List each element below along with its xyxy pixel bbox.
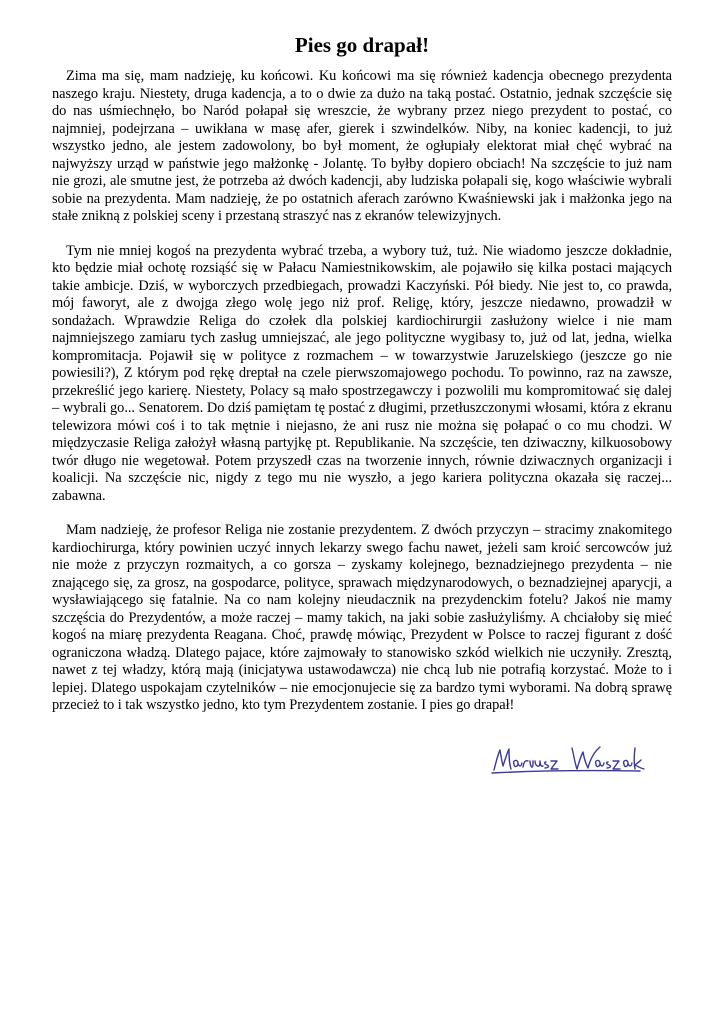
- document-page: [52, 30, 672, 732]
- page-title: Pies go drapał!: [294, 33, 430, 57]
- signature-drawing: [490, 740, 650, 780]
- paragraph-2: Tym nie mniej kogoś na prezydenta wybrać trzeba, a wybory tuż, tuż. Nie wiadomo jeszcze dokładnie, kto będzie miał ochotę rozsiąść się w Pałacu Namiestnikowskim, ale pojawiło się kilka postaci mających takie ambicje. Dziś, w wyborczych przedbiegach, prowadzi Kaczyński. Pół biedy. Nie jest to, co prawda, mój faworyt, ale z dwojga złego wolę jego niż prof. Religę, który, jeszcze niedawno, prowadził w sondażach. Wprawdzie Religa do czołek dla polskiej kardiochirurgii zasłużony wielce i nie mam najmniejszego zamiaru tych zasług umniejszać, ale jego polityczne wygibasy to, już od lat, jedna, wielka kompromitacja. Pojawił się w polityce z rozmachem – w towarzystwie Jaruzelskiego (jeszcze go nie powiesili?), Z którym pod rękę dreptał na czele pierwszomajowego pochodu. To powinno, raz na zawsze, przekreślić jego karierę. Niestety, Polacy są mało spostrzegawczy i pozwolili mu kompromitować się dalej – wybrali go... Senatorem. Do dziś pamiętam tę postać z długimi, przetłuszczonymi włosami, która z ekranu telewizora mówi coś i to tak mętnie i niejasno, że ani rusz nie można się połapać o co mu chodzi. W międzyczasie Religa założył własną partyjkę pt. Republikanie. Na szczęście, ten dziwaczny, kilkuosobowy twór długo nie wegetował. Potem przyszedł czas na tworzenie innych, równie dziwacznych organizacji i koalicji. Na szczęście nic, nigdy z tego mu nie wyszło, a jego kariera polityczna okazała się raczej... zabawna.: [52, 242, 672, 504]
- handwritten-signature: [490, 740, 650, 780]
- paragraph-1: Zima ma się, mam nadzieję, ku końcowi. Ku końcowi ma się również kadencja obecnego prezydenta naszego kraju. Niestety, druga kadencja, a to o dwie za dużo na taką postać. Ostatnio, jednak szczęście się do nas uśmiechnęło, bo Naród połapał się wreszcie, że wybrany przez niego prezydent to postać, co najmniej, podejrzana – uwikłana w masę afer, gierek i szwindelków. Niby, na koniec kadencji, to już wszystko jedno, ale jestem zadowolony, bo był moment, że ogłupiały elektorat miał chęć wybrać na najwyższy urząd w państwie jego małżonkę - Jolantę. To byłby dopiero obciach! Na szczęście to już nam nie grozi, ale smutne jest, że potrzeba aż dwóch kadencji, aby ludziska połapali się, kogo właściwie wybrali sobie na prezydenta. Mam nadzieję, że po ostatnich aferach zarówno Kwaśniewski jak i małżonka jego na stałe znikną z polskiej sceny i przestaną straszyć nas z ekranów telewizyjnych.: [52, 68, 672, 224]
- paragraph-3: Mam nadzieję, że profesor Religa nie zostanie prezydentem. Z dwóch przyczyn – stracimy znakomitego kardiochirurga, który powinien uczyć innych lekarzy swego fachu nawet, jeżeli sam kroić sercowców już nie może z przyczyn rozmaitych, a co gorsza – zyskamy kolejnego, beznadziejnego prezydenta – nie znającego się, za grosz, na gospodarce, polityce, sprawach międzynarodowych, o beznadziejnej aparycji, a wysławiającego się fatalnie. Na co nam kolejny nieudacznik na prezydenckim fotelu? Jakoś nie mamy szczęścia do Prezydentów, a może raczej – mamy takich, na jaki sobie zasłużyliśmy. A chciałoby się mieć kogoś na miarę prezydenta Reagana. Choć, prawdę mówiąc, Prezydent w Polsce to raczej figurant z dość ograniczona władzą. Dlatego pajace, które zajmowały to stanowisko szkód wielkich nie uczyniły. Zresztą, nawet z tej władzy, którą mają (inicjatywa ustawodawcza) nie chcą lub nie potrafią korzystać. Może to i lepiej. Dlatego uspokajam czytelników – nie emocjonujecie się za bardzo tymi wyborami. Na dobrą sprawę przecież to i tak wszystko jedno, kto tym Prezydentem zostanie. I pies go drapał!: [52, 522, 672, 713]
